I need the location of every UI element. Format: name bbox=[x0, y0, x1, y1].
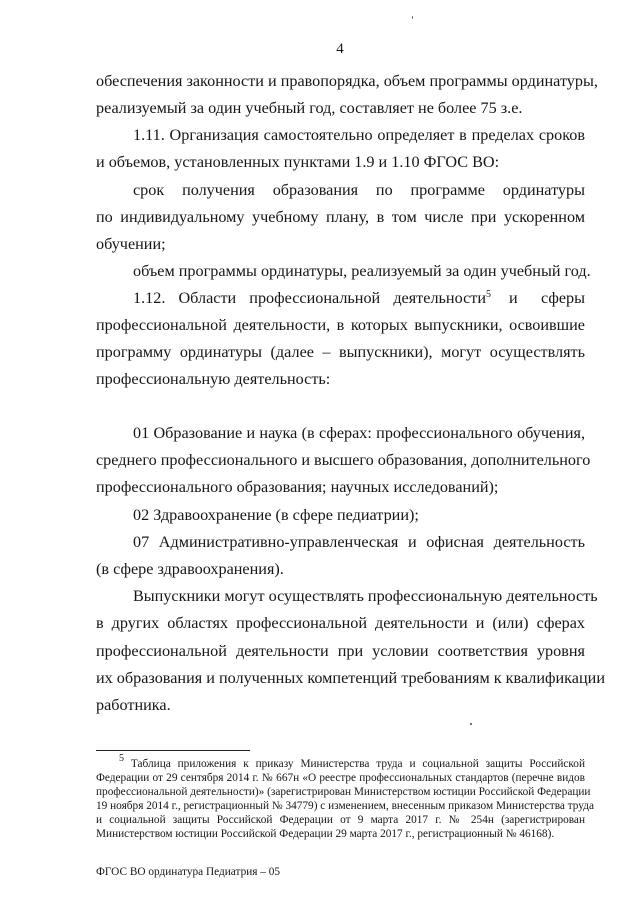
scan-speck bbox=[412, 16, 413, 19]
footnote-line: и социальной защиты Российской Федерации от 9 марта 2017 г. № 254н (зарегистрирован bbox=[96, 814, 585, 826]
list-item-07: 07 Административно-управленческая и офисная деятельность bbox=[133, 533, 585, 551]
footnote-line: Министерством юстиции Российской Федерации 29 марта 2017 г., регистрационный № 46168). bbox=[96, 828, 555, 840]
scan-speck bbox=[470, 723, 472, 725]
body-line: профессиональную деятельность: bbox=[96, 370, 331, 388]
body-line: их образования и полученных компетенций требованиям к квалификации bbox=[96, 669, 605, 687]
body-line: обучении; bbox=[96, 235, 166, 253]
body-line: срок получения образования по программе ординатуры bbox=[133, 181, 585, 199]
body-line: по индивидуальному учебному плану, в том числе при ускоренном bbox=[96, 208, 585, 226]
body-line: программу ординатуры (далее – выпускники), могут осуществлять bbox=[96, 343, 585, 361]
page-number: 4 bbox=[336, 41, 344, 57]
footnote-line: Таблица приложения к приказу Министерства труда и социальной защиты Российской bbox=[130, 758, 586, 770]
footnote-line: 19 ноября 2014 г., регистрационный № 34779) с изменением, внесенным приказом Министерства труда bbox=[96, 800, 594, 812]
paragraph-1-12-text: 1.12. Области профессиональной деятельности bbox=[133, 289, 486, 307]
footnote-mark: 5 bbox=[119, 753, 124, 764]
paragraph-1-11: 1.11. Организация самостоятельно определяет в пределах сроков bbox=[133, 126, 585, 144]
paragraph-graduates: Выпускники могут осуществлять профессиональную деятельность bbox=[133, 587, 598, 605]
body-line: (в сфере здравоохранения). bbox=[96, 560, 284, 578]
body-line: в других областях профессиональной деятельности и (или) сферах bbox=[96, 614, 585, 632]
footnote-ref: 5 bbox=[486, 289, 491, 300]
body-line: и сферы bbox=[509, 289, 585, 307]
body-line: профессиональной деятельности, в которых выпускники, освоившие bbox=[96, 316, 585, 334]
body-line: реализуемый за один учебный год, составляет не более 75 з.е. bbox=[96, 99, 523, 117]
footnote-line: профессиональной деятельности)» (зарегистрирован Министерством юстиции Российской Федерации bbox=[96, 786, 591, 798]
list-item-01: 01 Образование и наука (в сферах: профессионального обучения, bbox=[133, 424, 585, 442]
body-line: работника. bbox=[96, 696, 171, 714]
body-line: среднего профессионального и высшего образования, дополнительного bbox=[96, 451, 591, 469]
body-line: и объемов, установленных пунктами 1.9 и 1.10 ФГОС ВО: bbox=[96, 153, 500, 171]
body-line: объем программы ординатуры, реализуемый за один учебный год. bbox=[133, 262, 591, 280]
footnote-divider bbox=[96, 750, 250, 751]
paragraph-1-12 bbox=[133, 288, 491, 308]
list-item-02: 02 Здравоохранение (в сфере педиатрии); bbox=[133, 506, 419, 524]
page-footer: ФГОС ВО ординатура Педиатрия – 05 bbox=[96, 866, 281, 878]
footnote-line: Федерации от 29 сентября 2014 г. № 667н «О реестре профессиональных стандартов (перечне видов bbox=[96, 772, 585, 784]
body-line: обеспечения законности и правопорядка, объем программы ординатуры, bbox=[96, 72, 598, 90]
body-line: профессиональной деятельности при условии соответствия уровня bbox=[96, 642, 585, 660]
footnote-text bbox=[119, 753, 586, 771]
body-line: профессионального образования; научных исследований); bbox=[96, 478, 499, 496]
